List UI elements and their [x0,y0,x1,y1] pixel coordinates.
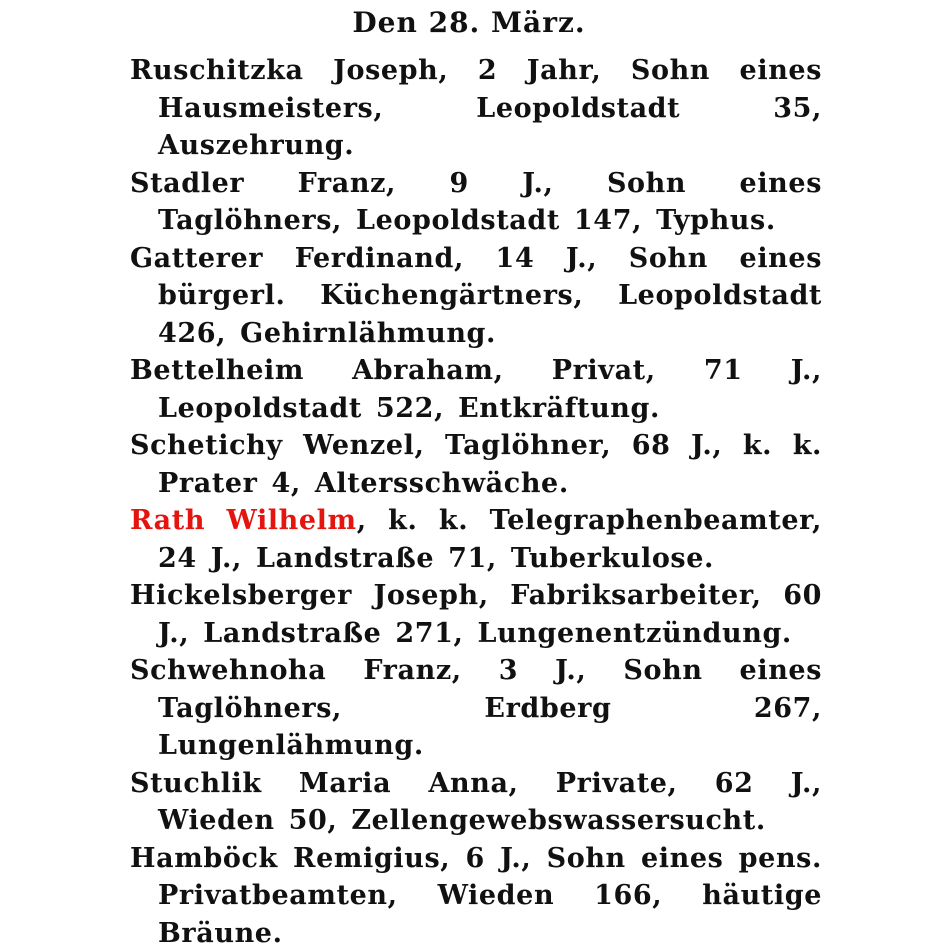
entry-name: Bettelheim Abraham [130,355,494,386]
entry-details: , Private, 62 J., Wieden 50, Zellengewebswassersucht. [158,768,822,837]
entry-details: , 6 J., Sohn eines pens. Privatbeamten, Wieden 166, häutige Bräune. [158,843,822,949]
register-entry [130,765,822,840]
register-entry [130,427,822,502]
register-entry [130,840,822,952]
register-entry [130,240,822,353]
entry-name: Gatterer Ferdinand [130,243,454,274]
entry-name: Schwehnoha Franz [130,655,452,686]
entry-details: , k. k. Telegraphenbeamter, 24 J., Landstraße 71, Tuberkulose. [158,505,822,574]
register-entry [130,165,822,240]
entry-name-highlighted: Rath Wilhelm [130,505,357,536]
entry-details: , Taglöhner, 68 J., k. k. Prater 4, Altersschwäche. [158,430,822,499]
entry-details: , 3 J., Sohn eines Taglöhners, Erdberg 267, Lungenlähmung. [158,655,822,761]
entry-name: Hickelsberger Joseph [130,580,479,611]
entry-details: , 14 J., Sohn eines bürgerl. Küchengärtners, Leopoldstadt 426, Gehirnlähmung. [158,243,822,349]
entry-details: , Fabriksarbeiter, 60 J., Landstraße 271, Lungenentzündung. [158,580,822,649]
register-entry [130,577,822,652]
entry-name: Schetichy Wenzel [130,430,414,461]
page-heading: Den 28. März. [0,6,938,40]
register-entry [130,52,822,165]
death-register-list [130,52,822,952]
entry-details: , 2 Jahr, Sohn eines Hausmeisters, Leopoldstadt 35, Auszehrung. [158,55,822,161]
register-entry [130,652,822,765]
register-entry-highlighted [130,502,822,577]
entry-details: , Privat, 71 J., Leopoldstadt 522, Entkräftung. [158,355,822,424]
entry-name: Ruschitzka Joseph [130,55,438,86]
entry-name: Stadler Franz [130,168,386,199]
entry-name: Stuchlik Maria Anna [130,768,509,799]
entry-details: , 9 J., Sohn eines Taglöhners, Leopoldstadt 147, Typhus. [158,168,822,237]
entry-name: Hamböck Remigius [130,843,440,874]
register-entry [130,352,822,427]
